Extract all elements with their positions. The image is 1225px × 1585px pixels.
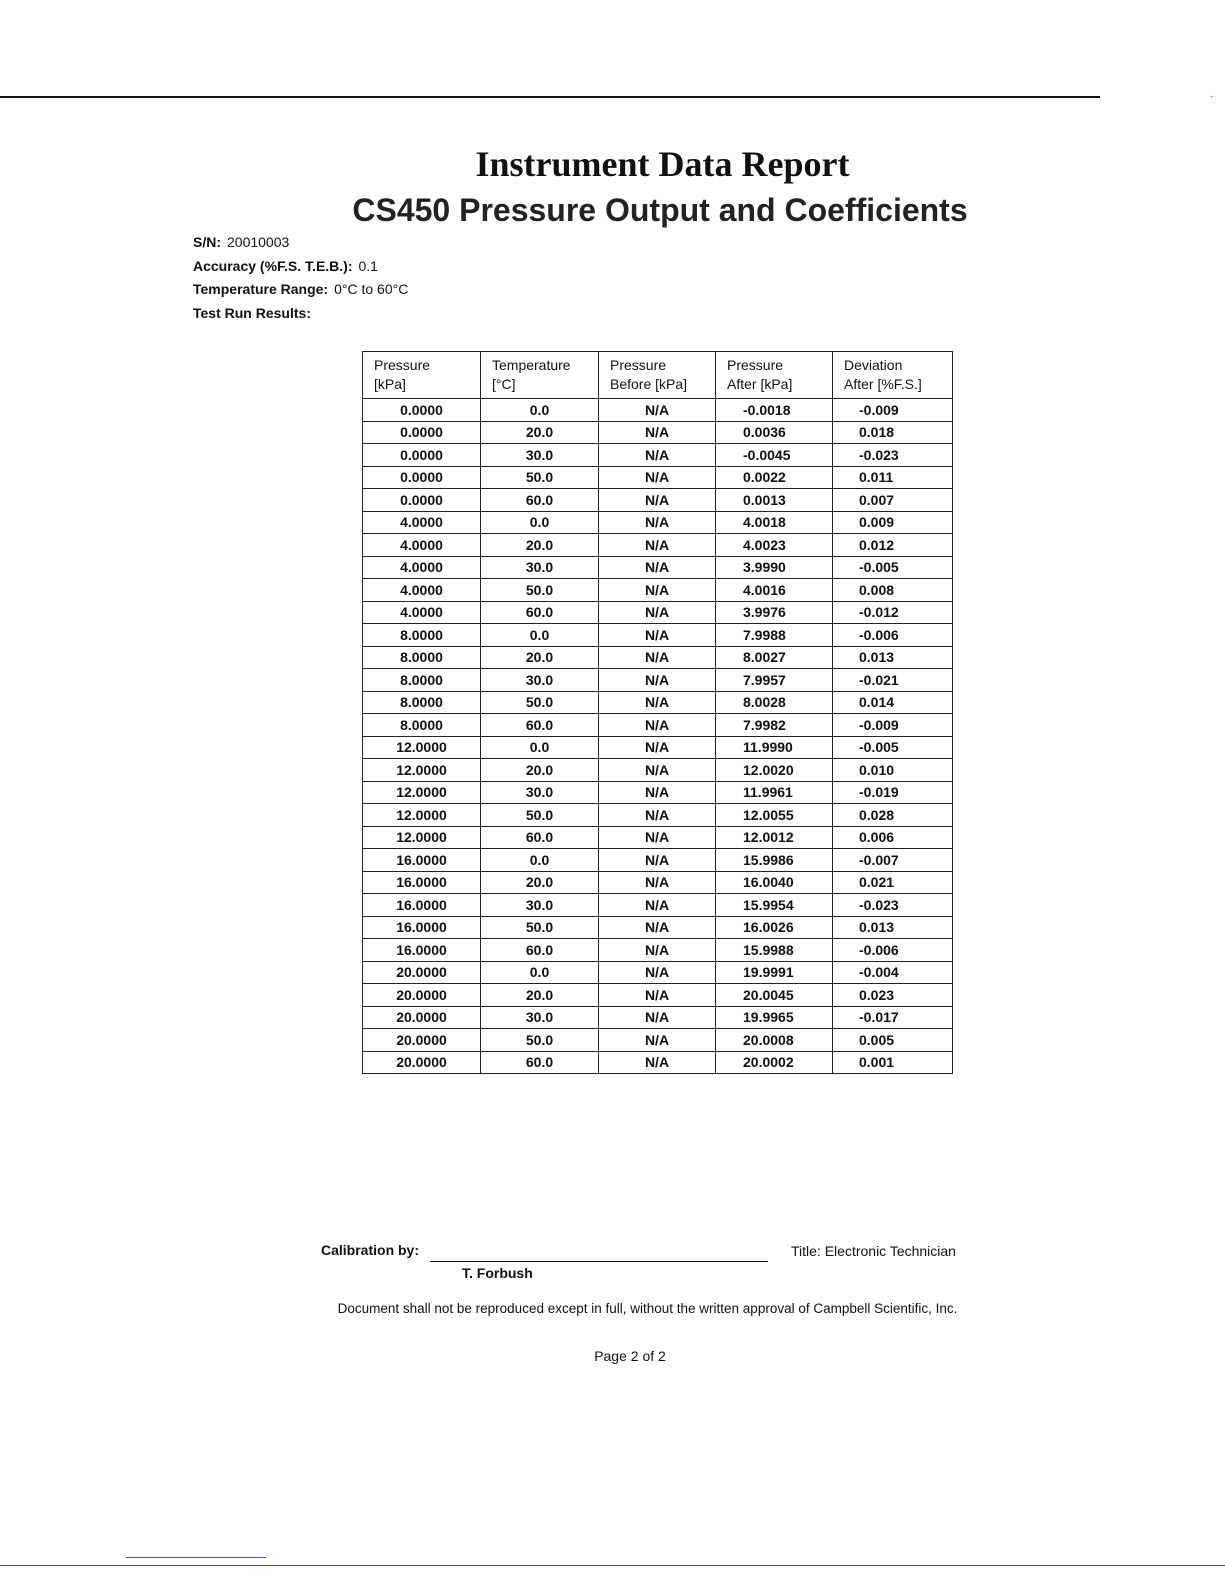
temperature-cell: 50.0	[481, 691, 599, 714]
pressure-before-cell: N/A	[599, 759, 716, 782]
temperature-cell: 0.0	[481, 736, 599, 759]
pressure-before-cell: N/A	[599, 601, 716, 624]
pressure-after-cell: 7.9957	[716, 669, 833, 692]
pressure-before-cell: N/A	[599, 669, 716, 692]
deviation-cell: -0.019	[833, 781, 953, 804]
pressure-before-cell: N/A	[599, 444, 716, 467]
temperature-cell: 20.0	[481, 646, 599, 669]
table-row	[363, 399, 953, 422]
page-title: Instrument Data Report	[475, 144, 850, 184]
deviation-cell: -0.023	[833, 444, 953, 467]
pressure-cell: 12.0000	[363, 781, 481, 804]
pressure-cell: 16.0000	[363, 894, 481, 917]
deviation-cell: -0.007	[833, 849, 953, 872]
pressure-before-cell: N/A	[599, 556, 716, 579]
table-row	[363, 466, 953, 489]
temperature-cell: 50.0	[481, 466, 599, 489]
table-row	[363, 556, 953, 579]
pressure-cell: 0.0000	[363, 489, 481, 512]
deviation-cell: 0.009	[833, 511, 953, 534]
deviation-cell: 0.008	[833, 579, 953, 602]
pressure-after-cell: -0.0018	[716, 399, 833, 422]
pressure-after-cell: 7.9988	[716, 624, 833, 647]
deviation-cell: 0.023	[833, 984, 953, 1007]
pressure-cell: 0.0000	[363, 466, 481, 489]
table-row	[363, 781, 953, 804]
temperature-cell: 50.0	[481, 1029, 599, 1052]
deviation-cell: 0.013	[833, 646, 953, 669]
deviation-cell: 0.018	[833, 421, 953, 444]
pressure-before-cell: N/A	[599, 939, 716, 962]
table-row	[363, 534, 953, 557]
deviation-cell: -0.009	[833, 399, 953, 422]
deviation-cell: 0.007	[833, 489, 953, 512]
pressure-after-cell: 20.0002	[716, 1051, 833, 1074]
temperature-cell: 60.0	[481, 489, 599, 512]
deviation-cell: -0.017	[833, 1006, 953, 1029]
table-row	[363, 511, 953, 534]
pressure-before-cell: N/A	[599, 894, 716, 917]
header-deviation-after: Deviation After [%F.S.]	[833, 352, 953, 399]
deviation-cell: 0.005	[833, 1029, 953, 1052]
temperature-cell: 50.0	[481, 579, 599, 602]
pressure-after-cell: 3.9990	[716, 556, 833, 579]
serial-number-value: 20010003	[227, 234, 290, 250]
pressure-after-cell: 12.0055	[716, 804, 833, 827]
pressure-after-cell: 4.0016	[716, 579, 833, 602]
header-pressure-after: Pressure After [kPa]	[716, 352, 833, 399]
pressure-before-cell: N/A	[599, 691, 716, 714]
pressure-after-cell: 8.0027	[716, 646, 833, 669]
pressure-before-cell: N/A	[599, 1051, 716, 1074]
pressure-cell: 16.0000	[363, 939, 481, 962]
table-row	[363, 984, 953, 1007]
pressure-cell: 8.0000	[363, 646, 481, 669]
table-row	[363, 1006, 953, 1029]
table-row	[363, 961, 953, 984]
temperature-cell: 20.0	[481, 871, 599, 894]
table-row	[363, 669, 953, 692]
pressure-after-cell: 4.0018	[716, 511, 833, 534]
table-row	[363, 804, 953, 827]
pressure-before-cell: N/A	[599, 871, 716, 894]
header-pressure: Pressure [kPa]	[363, 352, 481, 399]
deviation-cell: 0.013	[833, 916, 953, 939]
pressure-cell: 8.0000	[363, 669, 481, 692]
table-row	[363, 1051, 953, 1074]
temperature-cell: 20.0	[481, 759, 599, 782]
temperature-range-row	[193, 278, 408, 302]
pressure-after-cell: 19.9991	[716, 961, 833, 984]
table-row	[363, 624, 953, 647]
reproduction-notice: Document shall not be reproduced except in full, without the written approval of Campbell Scientific, Inc.	[337, 1301, 958, 1316]
header-pressure-before: Pressure Before [kPa]	[599, 352, 716, 399]
pressure-after-cell: -0.0045	[716, 444, 833, 467]
deviation-cell: 0.006	[833, 826, 953, 849]
pressure-cell: 8.0000	[363, 691, 481, 714]
pressure-before-cell: N/A	[599, 489, 716, 512]
temperature-cell: 20.0	[481, 984, 599, 1007]
deviation-cell: -0.006	[833, 624, 953, 647]
temperature-cell: 30.0	[481, 1006, 599, 1029]
pressure-cell: 0.0000	[363, 399, 481, 422]
table-row	[363, 444, 953, 467]
temperature-range-value: 0°C to 60°C	[334, 281, 409, 297]
pressure-before-cell: N/A	[599, 1006, 716, 1029]
deviation-cell: -0.012	[833, 601, 953, 624]
serial-number-label: S/N:	[193, 234, 221, 250]
test-results-table	[362, 351, 953, 1074]
table-body	[363, 399, 953, 1074]
table-header-row	[363, 352, 953, 399]
pressure-after-cell: 0.0013	[716, 489, 833, 512]
page-number: Page 2 of 2	[594, 1348, 666, 1364]
footer-link-mark	[126, 1557, 266, 1558]
deviation-cell: -0.006	[833, 939, 953, 962]
temperature-cell: 60.0	[481, 601, 599, 624]
table-row	[363, 1029, 953, 1052]
pressure-before-cell: N/A	[599, 421, 716, 444]
pressure-cell: 16.0000	[363, 849, 481, 872]
accuracy-label: Accuracy (%F.S. T.E.B.):	[193, 257, 353, 274]
pressure-after-cell: 20.0008	[716, 1029, 833, 1052]
pressure-after-cell: 15.9986	[716, 849, 833, 872]
temperature-range-label: Temperature Range:	[193, 281, 329, 297]
temperature-cell: 60.0	[481, 826, 599, 849]
header-temperature: Temperature [°C]	[481, 352, 599, 399]
pressure-before-cell: N/A	[599, 579, 716, 602]
pressure-after-cell: 15.9954	[716, 894, 833, 917]
calibration-label: Calibration by:	[321, 1242, 420, 1258]
pressure-cell: 20.0000	[363, 1006, 481, 1029]
pressure-after-cell: 0.0022	[716, 466, 833, 489]
table-row	[363, 646, 953, 669]
pressure-cell: 12.0000	[363, 804, 481, 827]
pressure-cell: 12.0000	[363, 759, 481, 782]
pressure-before-cell: N/A	[599, 646, 716, 669]
table-row	[363, 421, 953, 444]
pressure-before-cell: N/A	[599, 849, 716, 872]
pressure-cell: 20.0000	[363, 961, 481, 984]
pressure-after-cell: 12.0012	[716, 826, 833, 849]
pressure-after-cell: 4.0023	[716, 534, 833, 557]
accuracy-value: 0.1	[358, 257, 378, 274]
deviation-cell: 0.021	[833, 871, 953, 894]
pressure-cell: 4.0000	[363, 556, 481, 579]
deviation-cell: 0.011	[833, 466, 953, 489]
table-row	[363, 849, 953, 872]
deviation-cell: -0.005	[833, 736, 953, 759]
pressure-cell: 8.0000	[363, 624, 481, 647]
pressure-cell: 12.0000	[363, 826, 481, 849]
pressure-before-cell: N/A	[599, 736, 716, 759]
pressure-cell: 4.0000	[363, 579, 481, 602]
pressure-before-cell: N/A	[599, 624, 716, 647]
deviation-cell: -0.021	[833, 669, 953, 692]
report-metadata	[193, 231, 408, 325]
pressure-cell: 12.0000	[363, 736, 481, 759]
temperature-cell: 30.0	[481, 894, 599, 917]
temperature-cell: 0.0	[481, 511, 599, 534]
temperature-cell: 0.0	[481, 849, 599, 872]
table-row	[363, 916, 953, 939]
deviation-cell: 0.001	[833, 1051, 953, 1074]
pressure-after-cell: 15.9988	[716, 939, 833, 962]
temperature-cell: 20.0	[481, 421, 599, 444]
deviation-cell: -0.009	[833, 714, 953, 737]
pressure-cell: 16.0000	[363, 916, 481, 939]
pressure-before-cell: N/A	[599, 714, 716, 737]
deviation-cell: -0.004	[833, 961, 953, 984]
temperature-cell: 20.0	[481, 534, 599, 557]
table-row	[363, 601, 953, 624]
pressure-after-cell: 16.0040	[716, 871, 833, 894]
table-row	[363, 759, 953, 782]
temperature-cell: 0.0	[481, 961, 599, 984]
pressure-before-cell: N/A	[599, 984, 716, 1007]
table-row	[363, 736, 953, 759]
deviation-cell: -0.023	[833, 894, 953, 917]
bottom-rule	[0, 1565, 1225, 1566]
corner-mark: ·	[1210, 91, 1214, 102]
temperature-cell: 50.0	[481, 916, 599, 939]
table-row	[363, 871, 953, 894]
pressure-cell: 20.0000	[363, 1029, 481, 1052]
pressure-before-cell: N/A	[599, 961, 716, 984]
technician-title: Title: Electronic Technician	[791, 1243, 956, 1259]
pressure-before-cell: N/A	[599, 826, 716, 849]
pressure-after-cell: 16.0026	[716, 916, 833, 939]
test-run-results-label: Test Run Results:	[193, 304, 311, 321]
pressure-after-cell: 3.9976	[716, 601, 833, 624]
pressure-after-cell: 0.0036	[716, 421, 833, 444]
temperature-cell: 30.0	[481, 556, 599, 579]
pressure-cell: 20.0000	[363, 984, 481, 1007]
pressure-cell: 20.0000	[363, 1051, 481, 1074]
accuracy-row	[193, 255, 408, 279]
technician-name: T. Forbush	[462, 1265, 533, 1281]
pressure-after-cell: 11.9990	[716, 736, 833, 759]
pressure-cell: 4.0000	[363, 601, 481, 624]
temperature-cell: 30.0	[481, 669, 599, 692]
temperature-cell: 60.0	[481, 1051, 599, 1074]
pressure-before-cell: N/A	[599, 1029, 716, 1052]
temperature-cell: 0.0	[481, 399, 599, 422]
pressure-cell: 4.0000	[363, 534, 481, 557]
pressure-cell: 4.0000	[363, 511, 481, 534]
pressure-before-cell: N/A	[599, 534, 716, 557]
temperature-cell: 50.0	[481, 804, 599, 827]
deviation-cell: 0.014	[833, 691, 953, 714]
table-row	[363, 826, 953, 849]
top-rule	[0, 96, 1100, 98]
deviation-cell: 0.028	[833, 804, 953, 827]
pressure-after-cell: 7.9982	[716, 714, 833, 737]
pressure-cell: 0.0000	[363, 421, 481, 444]
temperature-cell: 60.0	[481, 714, 599, 737]
test-run-results-row	[193, 302, 408, 326]
pressure-before-cell: N/A	[599, 781, 716, 804]
pressure-cell: 16.0000	[363, 871, 481, 894]
temperature-cell: 30.0	[481, 444, 599, 467]
deviation-cell: 0.010	[833, 759, 953, 782]
table-row	[363, 489, 953, 512]
pressure-after-cell: 12.0020	[716, 759, 833, 782]
temperature-cell: 0.0	[481, 624, 599, 647]
deviation-cell: -0.005	[833, 556, 953, 579]
serial-number-row	[193, 231, 408, 255]
pressure-before-cell: N/A	[599, 466, 716, 489]
page-subtitle: CS450 Pressure Output and Coefficients	[352, 192, 968, 228]
pressure-after-cell: 20.0045	[716, 984, 833, 1007]
signature-line	[430, 1261, 768, 1262]
pressure-before-cell: N/A	[599, 511, 716, 534]
deviation-cell: 0.012	[833, 534, 953, 557]
pressure-after-cell: 19.9965	[716, 1006, 833, 1029]
pressure-cell: 8.0000	[363, 714, 481, 737]
table-row	[363, 939, 953, 962]
pressure-after-cell: 8.0028	[716, 691, 833, 714]
pressure-before-cell: N/A	[599, 916, 716, 939]
table-row	[363, 579, 953, 602]
pressure-before-cell: N/A	[599, 399, 716, 422]
pressure-cell: 0.0000	[363, 444, 481, 467]
pressure-after-cell: 11.9961	[716, 781, 833, 804]
table-row	[363, 714, 953, 737]
table-row	[363, 691, 953, 714]
temperature-cell: 60.0	[481, 939, 599, 962]
pressure-before-cell: N/A	[599, 804, 716, 827]
temperature-cell: 30.0	[481, 781, 599, 804]
table-row	[363, 894, 953, 917]
